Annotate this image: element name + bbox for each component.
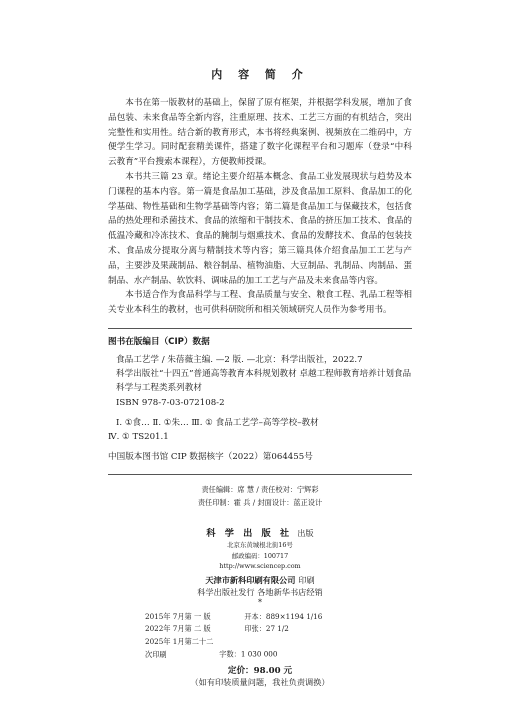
- distribution-line: 科学出版社发行 各地新华书店经销: [197, 586, 323, 597]
- cip-bottom-divider: [108, 474, 412, 475]
- quality-notice: （如有印装质量问题，我社负责调换）: [190, 677, 330, 688]
- edition-row: [145, 611, 375, 624]
- edition-date: 2022年 7月第: [145, 624, 192, 634]
- publisher-postcode: 邮政编码：100717: [231, 551, 289, 560]
- publisher-line: [108, 521, 412, 540]
- intro-paragraph-2: 本书共三篇 23 章。绪论主要介绍基本概念、食品工业发展现状与趋势及本门课程的基本内容。第一篇是食品加工基础，涉及食品加工原料、食品加工的化学基础、物性基础和生物学基础等内容；第二篇是食品加工与保藏技术，包括食品的热处理和杀菌技术、食品的浓缩和干制技术、食品的挤压加工技术、食品的低温冷藏和冷冻技术、食品的腌制与烟熏技术、食品的发酵技术、食品的包装技术、食品成分提取分离与精制技术等内容；第三篇具体介绍食品加工工艺与产品，主要涉及果蔬制品、粮谷制品、植物油脂、大豆制品、乳制品、肉制品、蛋制品、水产制品、软饮料、调味品的加工工艺与产品及未来食品等内容。: [108, 171, 412, 286]
- intro-paragraph-3: 本书适合作为食品科学与工程、食品质量与安全、粮食工程、乳品工程等相关专业本科生的教材，也可供科研院所和相关领域研究人员作为参考用书。: [108, 290, 412, 316]
- printer-line: [108, 575, 412, 586]
- edition-label: 二 版: [194, 624, 211, 634]
- edition-row: [145, 623, 375, 636]
- publisher-website: http://www.sciencep.com: [219, 562, 301, 571]
- cip-record-line: 中国版本图书馆 CIP 数据核字（2022）第064455号: [108, 452, 313, 463]
- intro-paragraph-1: 本书在第一版教材的基础上，保留了原有框架，并根据学科发展，增加了食品包装、未来食品等全新内容，注重原理、技术、工艺三方面的有机结合，突出完整性和实用性。结合新的教育形式，本书将经典案例、视频放在二维码中，方便学生学习。同时配套精美课件，搭建了数字化课程平台和习题库（登录“中科云教育”平台搜索本课程），方便教师授课。: [108, 98, 412, 168]
- edition-label: 一 版: [194, 611, 211, 621]
- credits-editor-line: 责任编辑：席 慧 / 责任校对：宁辉彩: [201, 485, 319, 495]
- cip-heading: 图书在版编目（CIP）数据: [108, 336, 210, 347]
- cip-isbn-line: ISBN 978-7-03-072108-2: [116, 397, 225, 408]
- cip-classification-1: Ⅰ. ①食… Ⅱ. ①朱… Ⅲ. ① 食品工艺学–高等学校–教材: [116, 417, 319, 428]
- cip-block: [108, 335, 412, 464]
- price-line: 定价：98.00 元: [227, 666, 293, 677]
- cip-title-line: 食品工艺学 / 朱蓓薇主编. —2 版. —北京：科学出版社，2022.7: [116, 354, 363, 365]
- section-divider: [108, 328, 412, 329]
- credits-block: [108, 483, 412, 509]
- printer-suffix: 印刷: [298, 574, 315, 585]
- cip-series-line: 科学出版社“十四五”普通高等教育本科规划教材 卓越工程师教育培养计划食品科学与工程类系列教材: [116, 369, 412, 394]
- publisher-address: 北京东黄城根北街16号: [227, 541, 293, 550]
- publisher-name: 科 学 出 版 社: [206, 528, 293, 540]
- publisher-block: [108, 521, 412, 688]
- credits-print-line: 责任印制：霍 兵 / 封面设计：蓝正设计: [197, 498, 323, 508]
- separator-star: *: [258, 597, 262, 607]
- edition-date: 2025年 1月第二十二次印刷: [145, 637, 214, 659]
- cip-classification-2: Ⅳ. ① TS201.1: [108, 431, 169, 442]
- edition-table: [145, 611, 375, 661]
- edition-spec: 字数：1 030 000: [219, 649, 278, 659]
- edition-row: [145, 636, 375, 661]
- edition-date: 2015年 7月第: [145, 611, 192, 621]
- printer-name: 天津市新科印刷有限公司: [205, 574, 296, 585]
- page-title: 内 容 简 介: [211, 68, 309, 81]
- edition-spec: 开本：889×1194 1/16: [244, 611, 323, 621]
- publisher-suffix: 出版: [297, 528, 314, 539]
- edition-spec: 印张：27 1/2: [244, 624, 289, 634]
